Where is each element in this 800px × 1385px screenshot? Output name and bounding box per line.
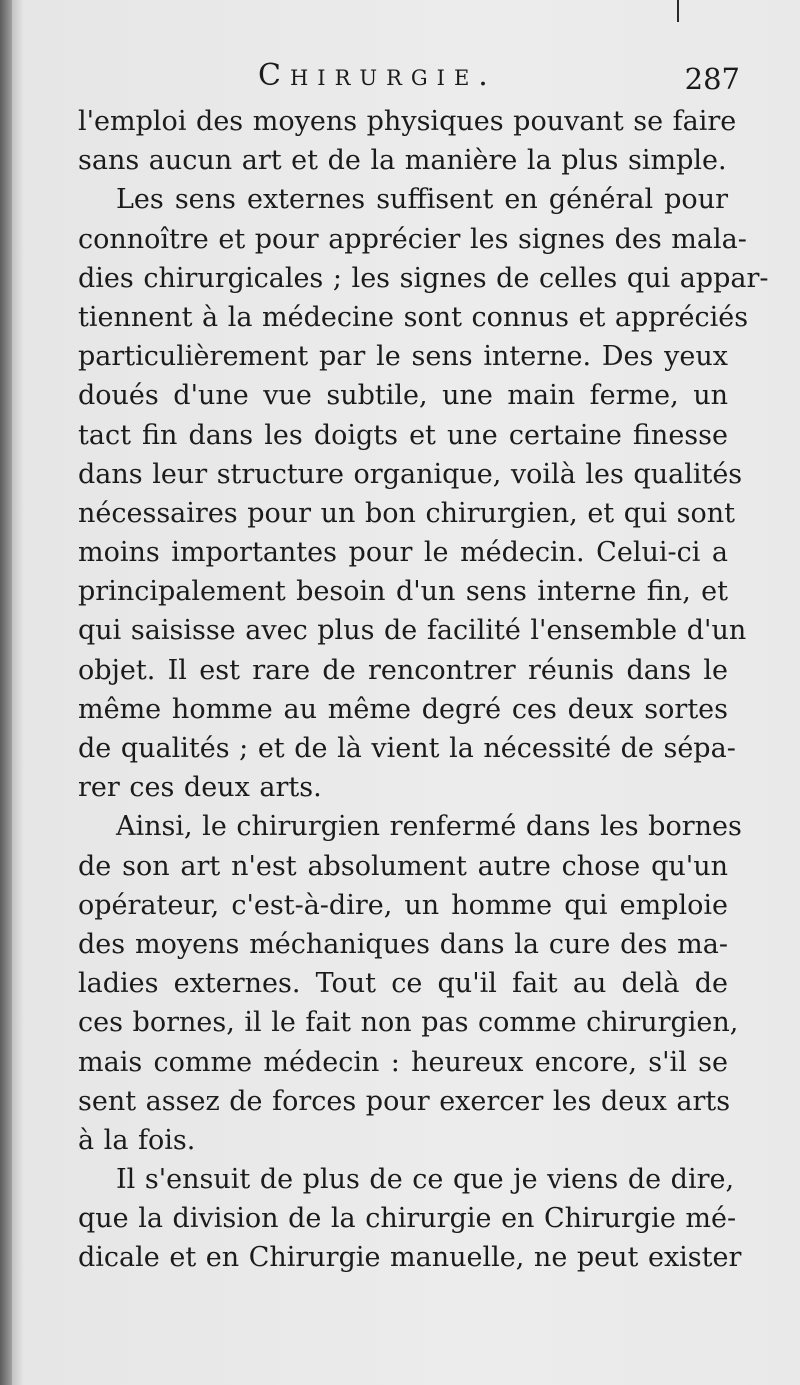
text-line: de qualités ; et de là vient la nécessité de sépa- — [78, 733, 736, 764]
page-gutter-shadow — [0, 0, 12, 1385]
text-line: objet. Il est rare de rencontrer réunis dans le — [78, 654, 728, 686]
body-text — [78, 102, 769, 1278]
text-line: l'emploi des moyens physiques pouvant se faire — [78, 106, 737, 137]
text-line: ces bornes, il le fait non pas comme chirurgien, — [78, 1007, 739, 1039]
text-line: mais comme médecin : heureux encore, s'il se — [78, 1046, 728, 1078]
text-line: que la division de la chirurgie en Chirurgie mé- — [78, 1203, 737, 1235]
text-line: connoître et pour apprécier les signes des mala- — [78, 223, 747, 255]
running-title: Chirurgie. — [258, 58, 497, 93]
text-line: même homme au même degré ces deux sortes — [78, 693, 728, 725]
page-number: 287 — [684, 62, 740, 96]
text-line: qui saisisse avec plus de facilité l'ensemble d'un — [78, 615, 747, 647]
text-line: nécessaires pour un bon chirurgien, et qui sont — [78, 497, 735, 529]
text-line: des moyens méchaniques dans la cure des ma- — [78, 928, 728, 960]
text-line: Ainsi, le chirurgien renfermé dans les bornes — [116, 811, 742, 843]
text-line: principalement besoin d'un sens interne fin, et — [78, 576, 728, 608]
text-line: à la fois. — [78, 1124, 196, 1156]
text-line: rer ces deux arts. — [78, 772, 322, 804]
text-line: dies chirurgicales ; les signes de celles qui appar- — [78, 262, 769, 294]
text-line: de son art n'est absolument autre chose qu'un — [78, 850, 728, 882]
text-line: dicale et en Chirurgie manuelle, ne peut exister — [78, 1242, 742, 1274]
text-line: ladies externes. Tout ce qu'il fait au delà de — [78, 968, 728, 1000]
text-line: sans aucun art et de la manière la plus simple. — [78, 145, 727, 177]
text-line: opérateur, c'est-à-dire, un homme qui emploie — [78, 889, 728, 921]
text-line: tact fin dans les doigts et une certaine finesse — [78, 419, 728, 451]
text-line: moins importantes pour le médecin. Celui-ci a — [78, 537, 728, 569]
text-line: dans leur structure organique, voilà les qualités — [78, 458, 743, 490]
text-line: tiennent à la médecine sont connus et appréciés — [78, 301, 749, 333]
page-header — [90, 58, 740, 102]
text-line: doués d'une vue subtile, une main ferme, un — [78, 380, 728, 412]
text-line: Il s'ensuit de plus de ce que je viens de dire, — [116, 1164, 735, 1196]
text-line: particulièrement par le sens interne. Des yeux — [78, 341, 728, 373]
margin-mark — [677, 0, 679, 22]
text-line: Les sens externes suffisent en général pour — [116, 184, 728, 216]
text-line: sent assez de forces pour exercer les deux arts — [78, 1085, 731, 1117]
